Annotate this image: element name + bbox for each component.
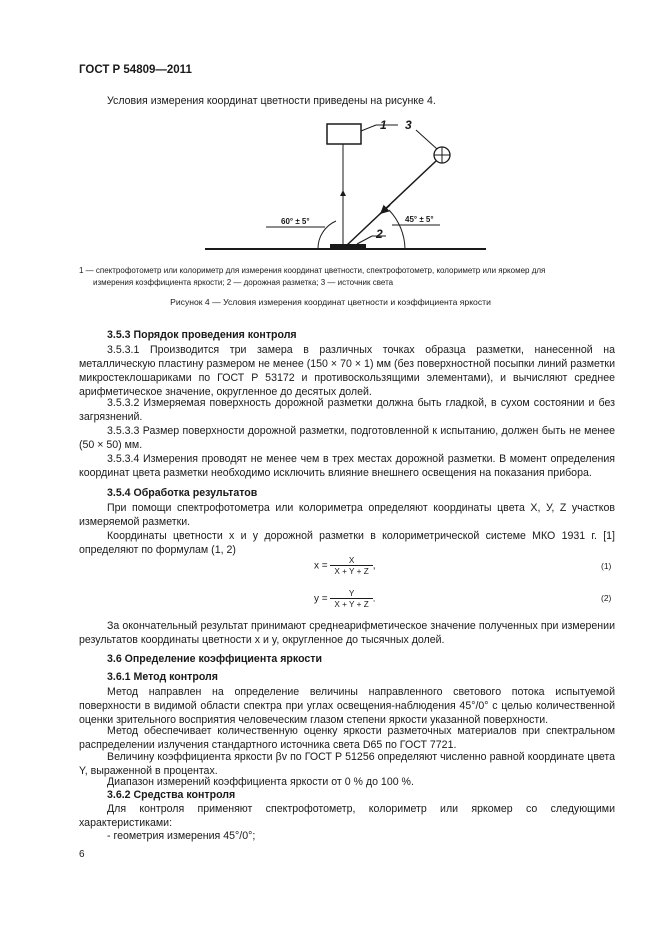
equation-number-1: (1) bbox=[601, 561, 612, 571]
paragraph-3-5-3-3: 3.5.3.3 Размер поверхности дорожной разметки, подготовленной к испытанию, должен быть не менее (50 × 50) мм. bbox=[79, 425, 615, 451]
light-source-icon bbox=[434, 147, 450, 163]
paragraph-3-6-2-a: Для контроля применяют спектрофотометр, колориметр или яркомер со следующими характеристиками: bbox=[79, 803, 615, 829]
angle-label-left: 60° ± 5° bbox=[281, 217, 310, 226]
formula-2 bbox=[314, 589, 375, 609]
paragraph-3-5-3-1: 3.5.3.1 Производится три замера в различных точках образца разметки, нанесенной на металлическую пластину размером не менее (150 × 70 × 1) мм (без поверхностной посыпки линий разметки микростеклошариками по ГОСТ Р 53172 и противоскользящими элементами), и вычисляют среднее арифметическое значение, округленное до десятых долей. bbox=[79, 344, 615, 398]
paragraph-3-5-4-b: Координаты цветности x и y дорожной разметки в колориметрической системе МКО 1931 г. [1] определяют по формулам (1, 2) bbox=[79, 530, 615, 556]
heading-3-6-2: 3.6.2 Средства контроля bbox=[107, 789, 236, 801]
document-header: ГОСТ Р 54809—2011 bbox=[79, 64, 192, 76]
figure-legend-line2: измерения коэффициента яркости; 2 — дорожная разметка; 3 — источник света bbox=[93, 278, 394, 287]
heading-3-5-3: 3.5.3 Порядок проведения контроля bbox=[107, 329, 297, 341]
paragraph-3-6-1-c: Величину коэффициента яркости βv по ГОСТ Р 51256 определяют численно равной координате цвета Y, выраженной в процентах. bbox=[79, 751, 615, 777]
angle-label-right: 45° ± 5° bbox=[405, 215, 434, 224]
paragraph-3-6-1-b: Метод обеспечивает количественную оценку яркости разметочных материалов при спектральном распределении излучения стандартного источника света D65 по ГОСТ 7721. bbox=[79, 725, 615, 751]
paragraph-3-6-1-d: Диапазон измерений коэффициента яркости от 0 % до 100 %. bbox=[107, 776, 414, 788]
callout-1: 1 bbox=[380, 118, 387, 132]
leader-lines bbox=[357, 125, 437, 244]
callout-2: 2 bbox=[376, 227, 383, 241]
callout-3: 3 bbox=[405, 118, 412, 132]
figure-title: Рисунок 4 — Условия измерения координат цветности и коэффициента яркости bbox=[170, 297, 491, 307]
paragraph-3-5-3-4: 3.5.3.4 Измерения проводят не менее чем в трех местах дорожной разметки. В момент определения координат цвета разметки необходимо исключить влияние внешнего освещения на показания прибора. bbox=[79, 453, 615, 479]
formula-1 bbox=[314, 556, 375, 576]
formula-2-tail: . bbox=[372, 593, 376, 605]
formula-1-numerator: X bbox=[348, 556, 355, 565]
heading-3-5-4: 3.5.4 Обработка результатов bbox=[107, 487, 258, 499]
paragraph-3-6-1-a: Метод направлен на определение величины направленного светового потока испытуемой поверхности в видимой области спектра при углах освещения-наблюдения 45°/0° с целью количественной оценки зрительного восприятия человеческим глазом степени яркости указанной поверхности. bbox=[79, 686, 615, 726]
equation-number-2: (2) bbox=[601, 593, 612, 603]
measurement-figure bbox=[0, 0, 661, 262]
formula-2-denominator: X + Y + Z bbox=[330, 598, 372, 609]
formula-1-tail: , bbox=[372, 560, 376, 572]
paragraph-3-5-4-c: За окончательный результат принимают среднеарифметическое значение полученных при измерении результатов координаты цветности x и y, округленное до тысячных долей. bbox=[79, 620, 615, 646]
formula-1-lhs: x = bbox=[314, 560, 328, 572]
photometer-box bbox=[327, 124, 361, 144]
paragraph-3-5-4-a: При помощи спектрофотометра или колориметра определяют координаты цвета X, У, Z участков измеряемой разметки. bbox=[79, 502, 615, 528]
page-number: 6 bbox=[79, 849, 85, 860]
illumination-ray bbox=[346, 161, 436, 246]
formula-2-numerator: Y bbox=[348, 589, 355, 598]
intro-paragraph: Условия измерения координат цветности приведены на рисунке 4. bbox=[107, 95, 436, 107]
paragraph-3-5-3-2: 3.5.3.2 Измеряемая поверхность дорожной разметки должна быть гладкой, в сухом состоянии и без загрязнений. bbox=[79, 397, 615, 423]
formula-1-denominator: X + Y + Z bbox=[330, 565, 372, 576]
formula-2-lhs: y = bbox=[314, 593, 328, 605]
paragraph-3-6-2-b: - геометрия измерения 45°/0°; bbox=[107, 830, 256, 842]
figure-legend-line1: 1 — спектрофотометр или колориметр для измерения координат цветности, спектрофотометр, колориметр или яркомер для bbox=[79, 266, 546, 275]
heading-3-6-1: 3.6.1 Метод контроля bbox=[107, 671, 218, 683]
heading-3-6: 3.6 Определение коэффициента яркости bbox=[107, 653, 322, 665]
